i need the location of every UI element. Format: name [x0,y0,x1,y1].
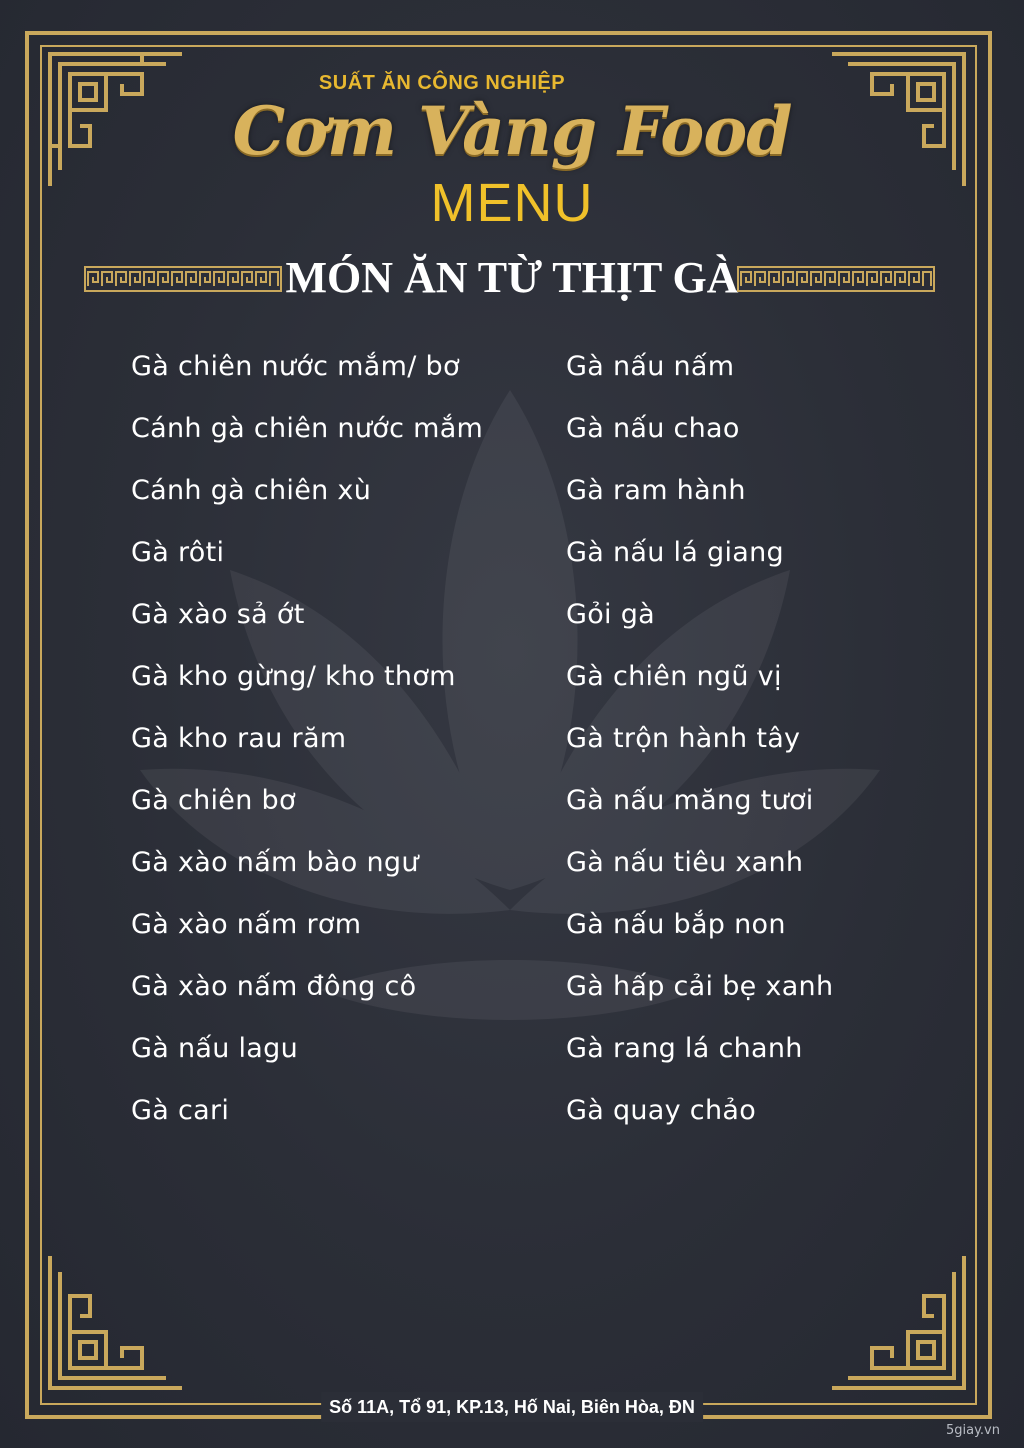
menu-item: Gà xào nấm bào ngư [131,847,419,878]
menu-item: Gà chiên nước mắm/ bơ [131,351,460,382]
menu-item: Gà chiên ngũ vị [566,661,782,692]
menu-heading: MENU [430,173,594,233]
menu-item: Cánh gà chiên xù [131,475,372,506]
menu-item: Gà xào sả ớt [131,599,305,630]
menu-item: Gà xào nấm rơm [131,909,362,940]
menu-item: Gà rôti [131,537,225,568]
menu-column-right [566,345,833,1151]
section-title: MÓN ĂN TỪ THỊT GÀ [285,253,739,302]
menu-item: Gà nấu bắp non [566,909,786,940]
menu-item: Gà cari [131,1095,230,1126]
menu-item: Gà xào nấm đông cô [131,971,417,1002]
menu-item: Gà kho rau răm [131,723,347,754]
corner-fret-ornament-icon [828,1252,968,1392]
menu-item: Gà ram hành [566,475,746,506]
menu-item: Gà quay chảo [566,1095,757,1126]
menu-column-left [131,345,483,1151]
menu-item: Gà kho gừng/ kho thơm [131,661,456,692]
menu-item: Cánh gà chiên nước mắm [131,413,484,444]
menu-item: Gà nấu chao [566,413,740,444]
menu-item: Gà nấu nấm [566,351,735,382]
menu-item: Gà rang lá chanh [566,1033,803,1064]
brand-logo: Cơm Vàng Food [232,92,792,170]
menu-item: Gà nấu lá giang [566,537,784,568]
corner-fret-ornament-icon [46,1252,186,1392]
menu-item: Gà nấu măng tươi [566,785,814,816]
menu-item: Gà nấu tiêu xanh [566,847,804,878]
brand-subtitle: SUẤT ĂN CÔNG NGHIỆP [318,72,566,94]
menu-item: Gỏi gà [566,599,656,630]
menu-item: Gà chiên bơ [131,785,296,816]
footer-address: Số 11A, Tổ 91, KP.13, Hố Nai, Biên Hòa, ĐN [321,1392,703,1422]
menu-item: Gà trộn hành tây [566,723,801,754]
footer [0,1392,1024,1422]
site-watermark: 5giay.vn [945,1423,1000,1438]
menu-item: Gà hấp cải bẹ xanh [566,971,834,1002]
menu-item: Gà nấu lagu [131,1033,299,1064]
greek-key-band-icon [737,266,935,292]
